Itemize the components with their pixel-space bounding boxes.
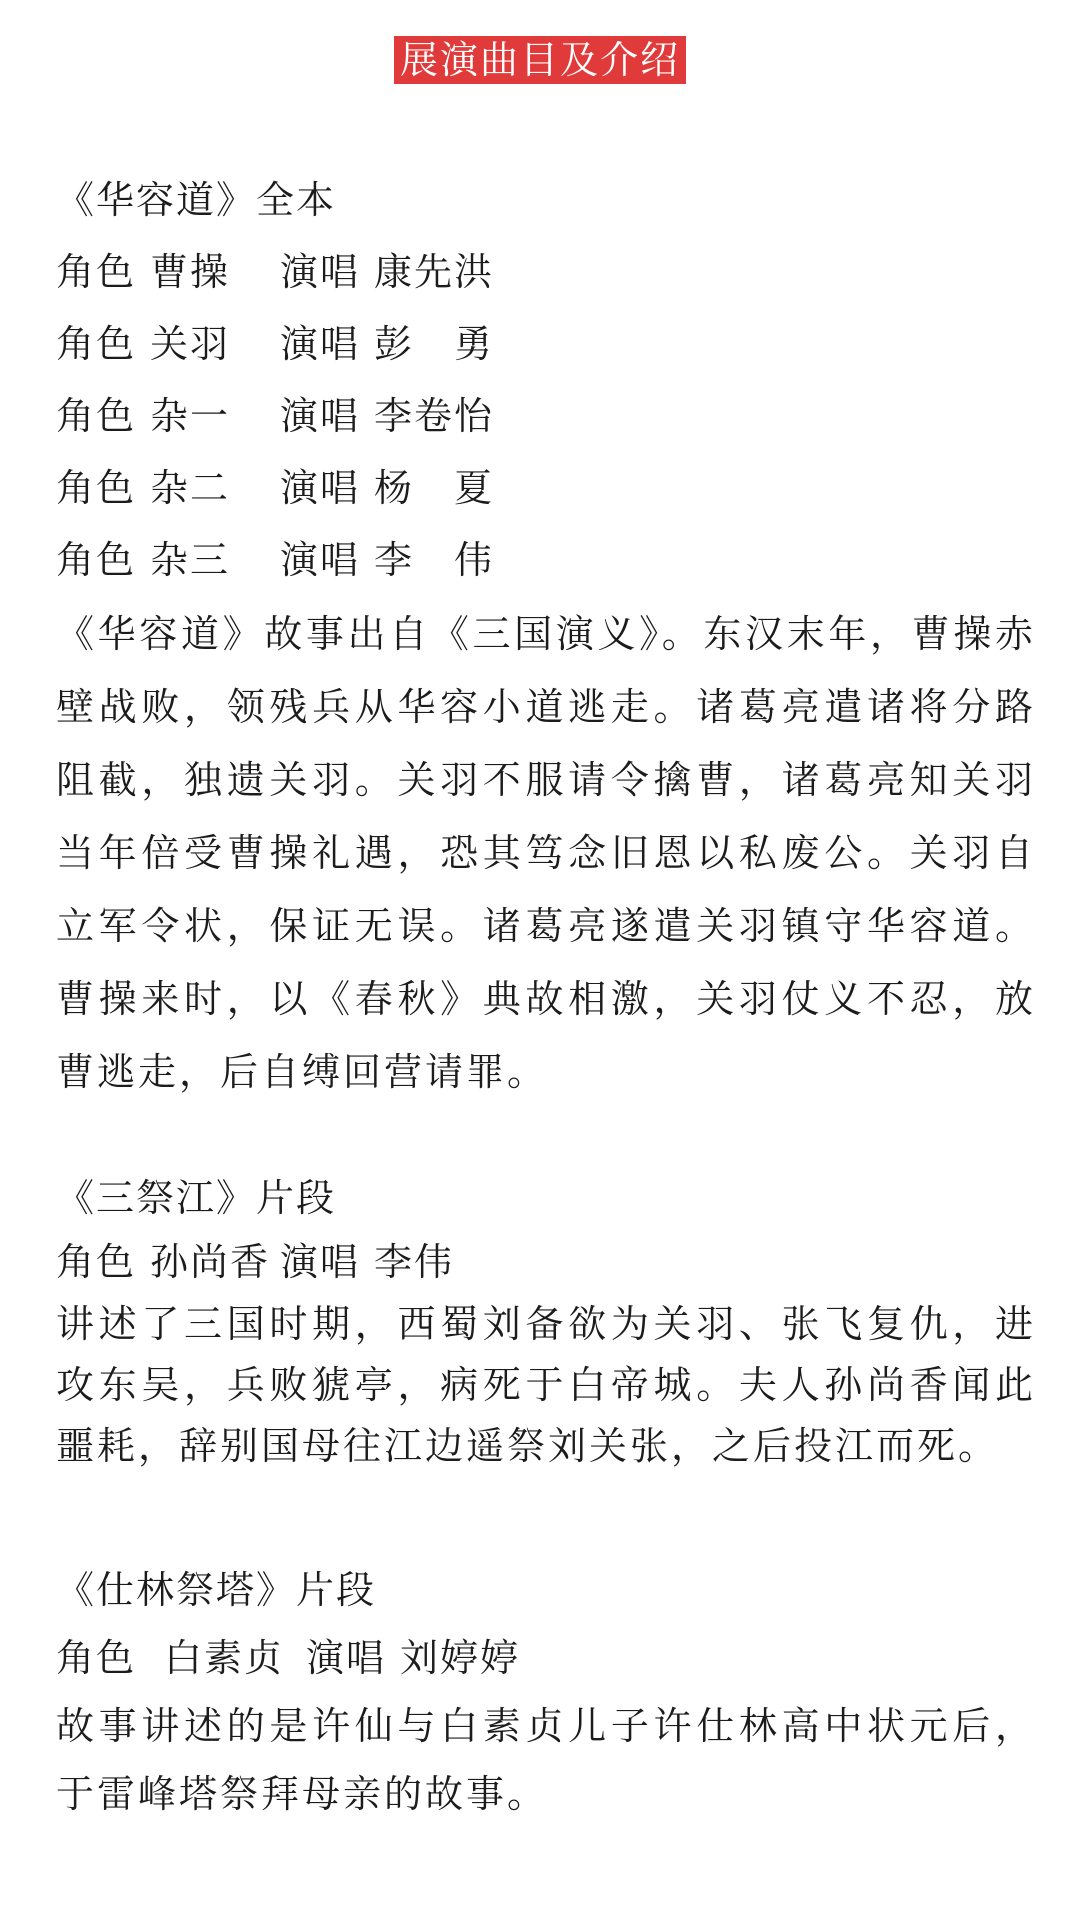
sing-label: 演唱 bbox=[280, 1240, 361, 1284]
role-name: 杂一 bbox=[150, 394, 231, 438]
role-row bbox=[56, 236, 1036, 308]
section-description: 故事讲述的是许仙与白素贞儿子许仕林高中状元后，于雷峰塔祭拜母亲的故事。 bbox=[56, 1704, 1036, 1816]
role-row bbox=[56, 1624, 1036, 1692]
page-title: 展演曲目及介绍 bbox=[394, 36, 686, 84]
role-label: 角色 bbox=[56, 466, 137, 510]
sing-label: 演唱 bbox=[280, 538, 361, 582]
sing-label: 演唱 bbox=[306, 1636, 387, 1680]
section-huarongdao bbox=[56, 164, 1036, 1109]
section-description: 讲述了三国时期，西蜀刘备欲为关羽、张飞复仇，进攻东吴，兵败猇亭，病死于白帝城。夫人孙尚香闻此噩耗，辞别国母往江边遥祭刘关张，之后投江而死。 bbox=[56, 1302, 1036, 1468]
section-heading: 《仕林祭塔》片段 bbox=[56, 1568, 377, 1612]
sing-label: 演唱 bbox=[280, 250, 361, 294]
role-label: 角色 bbox=[56, 1636, 137, 1680]
role-label: 角色 bbox=[56, 322, 137, 366]
role-name: 关羽 bbox=[150, 322, 231, 366]
performer-name: 康先洪 bbox=[374, 250, 495, 294]
performer-name: 彭 勇 bbox=[374, 322, 495, 366]
role-name: 孙尚香 bbox=[150, 1240, 271, 1284]
section-description: 《华容道》故事出自《三国演义》。东汉末年，曹操赤壁战败，领残兵从华容小道逃走。诸葛亮遣诸将分路阻截，独遗关羽。关羽不服请令擒曹，诸葛亮知关羽当年倍受曹操礼遇，恐其笃念旧恩以私废公。关羽自立军令状，保证无误。诸葛亮遂遣关羽镇守华容道。曹操来时，以《春秋》典故相激，关羽仗义不忍，放曹逃走，后自缚回营请罪。 bbox=[56, 612, 1036, 1094]
role-name: 杂二 bbox=[150, 466, 231, 510]
performer-name: 李 伟 bbox=[374, 538, 495, 582]
role-row bbox=[56, 524, 1036, 596]
section-sanjijiang bbox=[56, 1166, 1036, 1477]
role-name: 杂三 bbox=[150, 538, 231, 582]
performer-name: 李卷怡 bbox=[374, 394, 495, 438]
role-row bbox=[56, 380, 1036, 452]
role-label: 角色 bbox=[56, 1240, 137, 1284]
section-heading: 《三祭江》片段 bbox=[56, 1176, 337, 1220]
sing-label: 演唱 bbox=[280, 322, 361, 366]
role-row bbox=[56, 308, 1036, 380]
role-label: 角色 bbox=[56, 394, 137, 438]
role-label: 角色 bbox=[56, 538, 137, 582]
performer-name: 杨 夏 bbox=[374, 466, 495, 510]
section-heading: 《华容道》全本 bbox=[56, 178, 337, 222]
sing-label: 演唱 bbox=[280, 394, 361, 438]
role-row bbox=[56, 1230, 1036, 1294]
role-name: 白素贞 bbox=[164, 1636, 285, 1680]
section-shilinjita bbox=[56, 1556, 1036, 1828]
role-name: 曹操 bbox=[150, 250, 231, 294]
role-label: 角色 bbox=[56, 250, 137, 294]
sing-label: 演唱 bbox=[280, 466, 361, 510]
title-bar bbox=[0, 36, 1080, 84]
performer-name: 李伟 bbox=[374, 1240, 455, 1284]
performer-name: 刘婷婷 bbox=[400, 1636, 521, 1680]
role-row bbox=[56, 452, 1036, 524]
